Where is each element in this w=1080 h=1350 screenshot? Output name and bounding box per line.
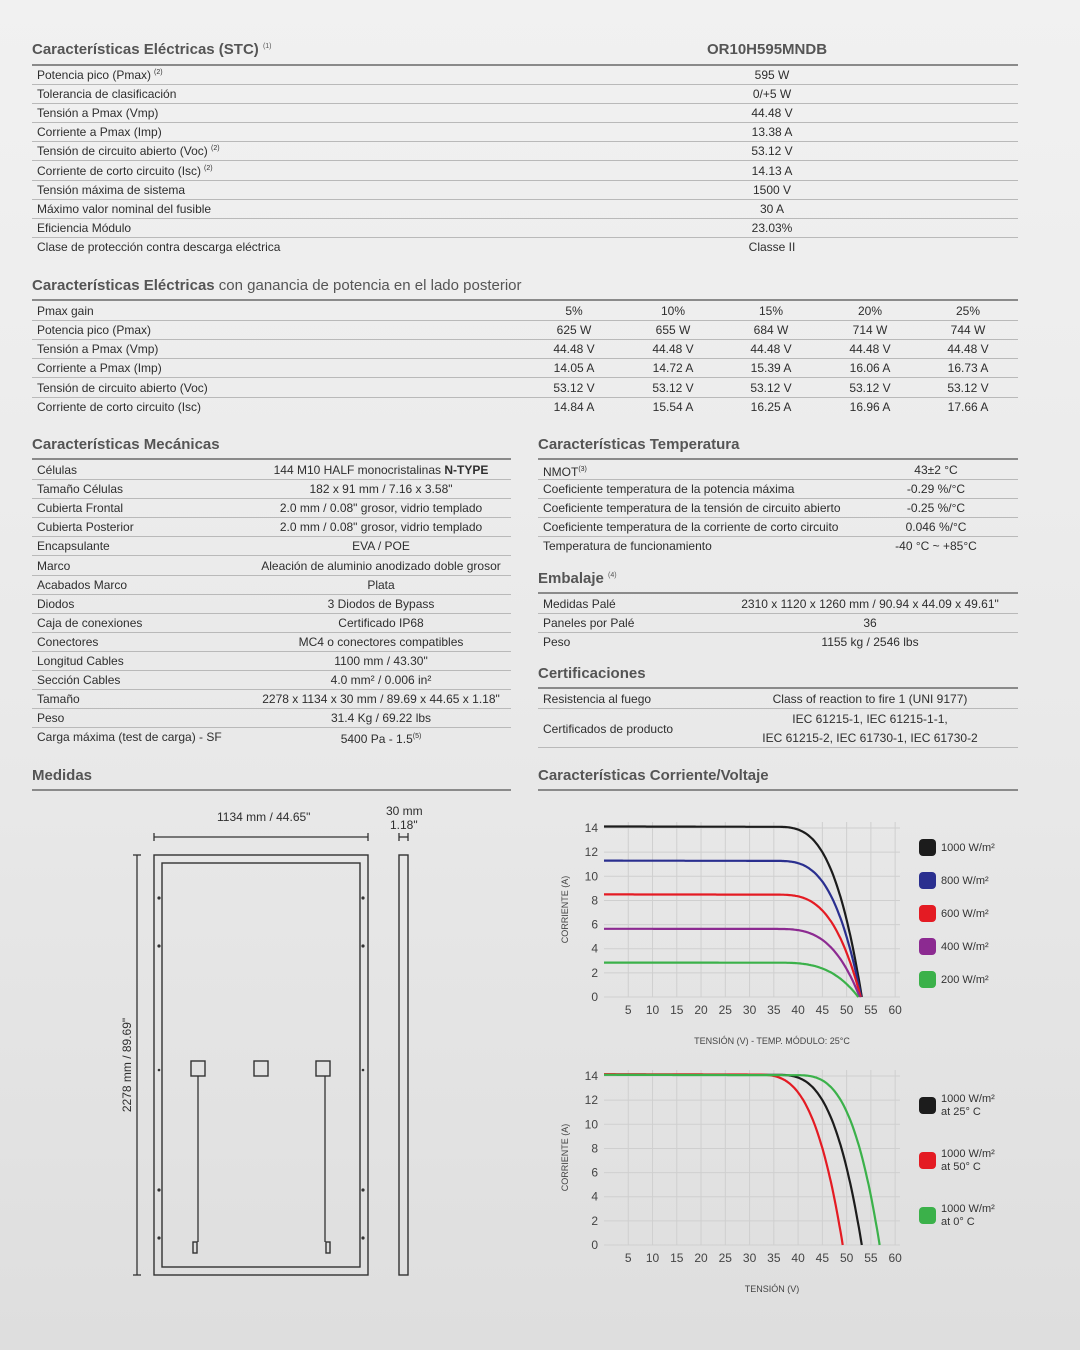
dims-title: Medidas bbox=[32, 767, 93, 784]
temp-row bbox=[538, 518, 1018, 537]
bifacial-cell: 744 W bbox=[950, 323, 986, 337]
series-line-4 bbox=[604, 963, 858, 997]
x-tick-label: 55 bbox=[864, 1251, 878, 1265]
bifacial-cell: 53.12 V bbox=[553, 380, 595, 395]
mech-row-value bbox=[352, 537, 410, 555]
x-tick-label: 20 bbox=[694, 1003, 708, 1017]
mech-row-value-text: Certificado IP68 bbox=[338, 615, 424, 630]
legend-swatch bbox=[919, 872, 936, 889]
temp-rule bbox=[538, 458, 1018, 460]
junction-box-center bbox=[254, 1061, 268, 1076]
stc-row-label: Clase de protección contra descarga eléctrica bbox=[37, 239, 281, 254]
mech-row-label: Longitud Cables bbox=[37, 654, 124, 668]
mech-row-note: (5) bbox=[412, 733, 422, 741]
bifacial-column-header: 15% bbox=[758, 304, 784, 318]
x-tick-label: 25 bbox=[718, 1003, 732, 1017]
temp-row-value: -0.25 %/°C bbox=[906, 501, 966, 516]
x-tick-label: 15 bbox=[670, 1003, 684, 1017]
bifacial-cell: 16.73 A bbox=[947, 361, 989, 376]
legend-label-line2: at 50° C bbox=[941, 1161, 981, 1173]
bifacial-cell: 44.48 V bbox=[947, 342, 989, 357]
bifacial-cell: 625 W bbox=[556, 323, 592, 337]
height-label: 2278 mm / 89.69" bbox=[120, 1017, 134, 1113]
bifacial-cell: 53.12 V bbox=[750, 380, 792, 395]
bifacial-row bbox=[32, 398, 1018, 417]
temp-row-value: -0.29 %/°C bbox=[906, 482, 966, 497]
stc-row-value: 0/+5 W bbox=[752, 87, 792, 102]
stc-row-note: (2) bbox=[154, 69, 163, 76]
mech-row-value bbox=[309, 480, 452, 498]
legend-label: 1000 W/m² bbox=[941, 842, 995, 854]
legend-label-line1: 1000 W/m² bbox=[941, 1148, 995, 1160]
temp-row-label-text: Coeficiente temperatura de la tensión de circuito abierto bbox=[543, 501, 841, 516]
stc-row-value: 23.03% bbox=[751, 220, 793, 235]
y-tick-label: 0 bbox=[591, 990, 598, 1004]
bifacial-row bbox=[32, 321, 1018, 340]
y-tick-label: 12 bbox=[584, 845, 598, 860]
pack-row-value: 36 bbox=[863, 616, 877, 631]
mech-row-label: Cubierta Frontal bbox=[37, 501, 124, 516]
y-tick-label: 10 bbox=[584, 869, 598, 884]
stc-row-label: Tolerancia de clasificación bbox=[37, 87, 177, 102]
stc-row-value: 13.38 A bbox=[751, 125, 793, 140]
mech-row-label: Marco bbox=[37, 558, 71, 573]
mech-row-value-text: 31.4 Kg / 69.22 lbs bbox=[330, 711, 432, 726]
legend-label-line1: 1000 W/m² bbox=[941, 1203, 995, 1215]
y-tick-label: 2 bbox=[591, 965, 598, 980]
bifacial-cell: 15.39 A bbox=[750, 361, 792, 376]
mech-row-value bbox=[341, 728, 422, 748]
stc-row-value: 595 W bbox=[754, 68, 790, 82]
temp-row-value: -40 °C ~ +85°C bbox=[895, 539, 977, 554]
temp-row-label-text: Coeficiente temperatura de la potencia máxima bbox=[543, 482, 795, 497]
mech-title: Características Mecánicas bbox=[32, 436, 220, 453]
pack-title: Embalaje $^{(4)}$ bbox=[538, 570, 617, 587]
stc-row-label: Potencia pico (Pmax) bbox=[37, 68, 152, 82]
stc-row bbox=[32, 181, 1018, 200]
depth-label-in: 1.18" bbox=[390, 818, 418, 832]
bifacial-header-label: Pmax gain bbox=[37, 304, 94, 318]
legend-label-line2: at 0° C bbox=[941, 1216, 975, 1228]
legend-label: 400 W/m² bbox=[941, 941, 989, 953]
temp-row-value: 43±2 °C bbox=[914, 463, 958, 477]
bifacial-cell: 655 W bbox=[655, 323, 691, 337]
y-tick-label: 0 bbox=[591, 1238, 598, 1252]
x-tick-label: 20 bbox=[694, 1251, 708, 1265]
cert-fire-value: Class of reaction to fire 1 (UNI 9177) bbox=[772, 692, 968, 706]
bifacial-row-label: Corriente a Pmax (Imp) bbox=[37, 361, 162, 376]
bifacial-cell: 53.12 V bbox=[652, 380, 694, 395]
y-axis-label: CORRIENTE (A) bbox=[560, 875, 570, 944]
temp-row-label bbox=[543, 480, 794, 498]
mech-row-value-text: 2.0 mm / 0.08" grosor, vidrio templado bbox=[279, 520, 483, 535]
cert-prod-line2: IEC 61215-2, IEC 61730-1, IEC 61730-2 bbox=[762, 731, 978, 745]
mech-row-label: Células bbox=[37, 463, 78, 477]
junction-box-right bbox=[316, 1061, 330, 1076]
stc-row bbox=[32, 142, 1018, 161]
stc-row bbox=[32, 162, 1018, 181]
temp-row-value: 0.046 %/°C bbox=[905, 520, 967, 535]
mech-row-label: Acabados Marco bbox=[37, 577, 128, 592]
x-axis-label: TENSIÓN (V) bbox=[744, 1284, 800, 1294]
bifacial-cell: 684 W bbox=[753, 323, 789, 337]
mech-row-value bbox=[262, 690, 500, 708]
pack-row bbox=[538, 614, 1018, 633]
x-tick-label: 55 bbox=[864, 1003, 878, 1017]
mech-row-value-text: Aleación de aluminio anodizado doble grosor bbox=[261, 558, 501, 573]
legend-swatch bbox=[919, 905, 936, 922]
cells-ntype: N-TYPE bbox=[444, 463, 489, 477]
stc-row-value: 1500 V bbox=[752, 182, 792, 197]
y-axis-label: CORRIENTE (A) bbox=[560, 1123, 570, 1192]
y-tick-label: 2 bbox=[591, 1213, 598, 1228]
mech-row-value bbox=[299, 633, 464, 651]
width-label: 1134 mm / 44.65" bbox=[217, 810, 311, 824]
connector-right bbox=[326, 1242, 330, 1253]
stc-row-label: Corriente a Pmax (Imp) bbox=[37, 125, 162, 140]
mech-row bbox=[32, 614, 511, 633]
bifacial-column-header: 10% bbox=[660, 304, 686, 318]
bifacial-title: Características Eléctricas con ganancia de potencia en el lado posterior bbox=[32, 277, 522, 294]
iv-chart-irradiance bbox=[538, 800, 1018, 1060]
iv-rule bbox=[538, 789, 1018, 791]
y-tick-label: 4 bbox=[591, 941, 598, 956]
x-tick-label: 5 bbox=[624, 1003, 632, 1017]
y-tick-label: 8 bbox=[591, 1141, 598, 1156]
stc-title: Características Eléctricas (STC) $^{(1)}$ bbox=[32, 41, 272, 58]
stc-row-label: Corriente de corto circuito (Isc) bbox=[37, 163, 202, 178]
temp-row-label bbox=[543, 518, 838, 536]
legend-swatch bbox=[919, 1097, 936, 1114]
temp-title: Características Temperatura bbox=[538, 436, 740, 453]
bifacial-row-label: Tensión de circuito abierto (Voc) bbox=[37, 380, 208, 395]
temp-row-label-text: NMOT bbox=[543, 465, 579, 479]
stc-row-value: Classe II bbox=[748, 239, 796, 254]
cert-rule bbox=[538, 687, 1018, 689]
bifacial-column-header: 25% bbox=[955, 304, 981, 318]
x-tick-label: 40 bbox=[791, 1251, 805, 1265]
bifacial-column-header: 5% bbox=[565, 304, 583, 318]
pack-row-value: 2310 x 1120 x 1260 mm / 90.94 x 44.09 x 49.61" bbox=[741, 597, 999, 611]
iv-title: Características Corriente/Voltaje bbox=[538, 767, 769, 784]
legend-label: 600 W/m² bbox=[941, 908, 989, 920]
cert-prod-label: Certificados de producto bbox=[543, 722, 674, 736]
bifacial-cell: 44.48 V bbox=[750, 342, 792, 357]
temp-row-label bbox=[543, 537, 712, 555]
x-tick-label: 5 bbox=[624, 1251, 632, 1265]
stc-row bbox=[32, 219, 1018, 238]
bifacial-cell: 714 W bbox=[852, 323, 888, 337]
mech-row-value-text: 5400 Pa - 1.5 bbox=[340, 732, 413, 747]
x-tick-label: 10 bbox=[645, 1251, 660, 1265]
bifacial-cell: 16.96 A bbox=[849, 399, 891, 414]
stc-row-note: (2) bbox=[204, 164, 213, 172]
mech-row bbox=[32, 690, 511, 709]
stc-row-label: Tensión de circuito abierto (Voc) bbox=[37, 144, 208, 159]
mech-row-value-text: 2.0 mm / 0.08" grosor, vidrio templado bbox=[279, 501, 483, 516]
y-tick-label: 12 bbox=[584, 1093, 598, 1108]
x-tick-label: 45 bbox=[815, 1003, 830, 1017]
x-axis-label: TENSIÓN (V) - TEMP. MÓDULO: 25°C bbox=[694, 1036, 850, 1046]
x-tick-label: 30 bbox=[742, 1003, 757, 1017]
stc-row bbox=[32, 238, 1018, 257]
bifacial-cell: 16.06 A bbox=[849, 361, 891, 376]
mech-row-value bbox=[331, 671, 432, 689]
mech-row-label: Peso bbox=[37, 711, 65, 726]
connector-left bbox=[193, 1242, 197, 1253]
mech-row-label: Encapsulante bbox=[37, 539, 110, 554]
bifacial-cell: 53.12 V bbox=[947, 380, 989, 395]
mech-row bbox=[32, 557, 511, 576]
model-name: OR10H595MNDB bbox=[707, 41, 828, 58]
stc-row-label: Máximo valor nominal del fusible bbox=[37, 201, 212, 216]
bifacial-row-label: Potencia pico (Pmax) bbox=[37, 323, 152, 337]
temp-row bbox=[538, 537, 1018, 556]
bifacial-cell: 17.66 A bbox=[947, 399, 989, 414]
cert-prod-row bbox=[538, 710, 1018, 748]
mech-row-value-text: 4.0 mm² / 0.006 in² bbox=[330, 673, 432, 688]
x-tick-label: 45 bbox=[815, 1251, 830, 1265]
y-tick-label: 6 bbox=[591, 1165, 598, 1180]
mech-row-value-text: 1100 mm / 43.30" bbox=[334, 654, 428, 668]
mech-row-value-text: Plata bbox=[367, 577, 395, 592]
cells-type: 144 M10 HALF monocristalinas bbox=[273, 463, 442, 477]
panel-side-profile bbox=[399, 855, 408, 1275]
x-tick-label: 35 bbox=[767, 1003, 781, 1017]
legend-label: 200 W/m² bbox=[941, 974, 989, 986]
stc-row bbox=[32, 200, 1018, 219]
legend-swatch bbox=[919, 1152, 936, 1169]
legend-swatch bbox=[919, 1207, 936, 1224]
bifacial-rule bbox=[32, 299, 1018, 301]
temp-row bbox=[538, 499, 1018, 518]
mech-row-value-text: 3 Diodos de Bypass bbox=[327, 596, 435, 611]
mech-row-value-text: 2278 x 1134 x 30 mm / 89.69 x 44.65 x 1.18" bbox=[262, 692, 500, 707]
stc-row-label: Tensión a Pmax (Vmp) bbox=[37, 106, 159, 121]
mech-row-label: Conectores bbox=[37, 634, 99, 649]
temp-row bbox=[538, 480, 1018, 499]
bifacial-cell: 53.12 V bbox=[849, 380, 891, 395]
mech-row bbox=[32, 480, 511, 499]
x-tick-label: 50 bbox=[839, 1251, 854, 1265]
stc-row-value: 14.13 A bbox=[751, 163, 793, 178]
y-tick-label: 14 bbox=[584, 821, 598, 836]
mech-row-value bbox=[367, 576, 394, 594]
pack-rule bbox=[538, 592, 1018, 594]
panel-outer-frame bbox=[154, 855, 368, 1275]
stc-row-value: 53.12 V bbox=[751, 144, 793, 159]
stc-row bbox=[32, 123, 1018, 142]
mech-row-value bbox=[328, 595, 435, 613]
panel-drawing bbox=[100, 800, 440, 1290]
mech-row-label: Tamaño bbox=[37, 692, 80, 707]
x-tick-label: 30 bbox=[742, 1251, 757, 1265]
legend-swatch bbox=[919, 971, 936, 988]
bifacial-cell: 16.25 A bbox=[750, 399, 792, 414]
bifacial-row bbox=[32, 340, 1018, 359]
temp-row-label bbox=[543, 461, 587, 481]
pack-row bbox=[538, 633, 1018, 652]
x-tick-label: 60 bbox=[888, 1251, 902, 1265]
mech-row-value bbox=[274, 461, 489, 479]
x-tick-label: 10 bbox=[645, 1003, 660, 1017]
mech-rule bbox=[32, 458, 511, 460]
mech-row-value bbox=[331, 709, 431, 727]
bifacial-cell: 14.05 A bbox=[553, 361, 595, 376]
bifacial-cell: 14.72 A bbox=[652, 361, 694, 376]
stc-row bbox=[32, 66, 1018, 85]
mech-row-value bbox=[334, 652, 427, 670]
bifacial-cell: 44.48 V bbox=[652, 342, 694, 357]
mech-row-label: Cubierta Posterior bbox=[37, 520, 134, 535]
pack-row-label: Peso bbox=[543, 635, 571, 650]
stc-row-note: (2) bbox=[211, 145, 220, 153]
mech-row-label: Sección Cables bbox=[37, 673, 121, 688]
mech-row bbox=[32, 595, 511, 614]
bifacial-cell: 44.48 V bbox=[553, 342, 595, 357]
bifacial-cell: 44.48 V bbox=[849, 342, 891, 357]
mech-row-value-text: EVA / POE bbox=[352, 539, 410, 554]
pack-row-value: 1155 kg / 2546 lbs bbox=[821, 635, 919, 650]
mech-row bbox=[32, 728, 511, 747]
iv-chart-temperature bbox=[538, 1050, 1018, 1310]
pack-row-label: Medidas Palé bbox=[543, 597, 616, 611]
mech-row-label: Caja de conexiones bbox=[37, 615, 143, 630]
temp-row-label-text: Coeficiente temperatura de la corriente de corto circuito bbox=[543, 520, 839, 535]
temp-row bbox=[538, 461, 1018, 480]
legend-swatch bbox=[919, 938, 936, 955]
mech-row bbox=[32, 633, 511, 652]
y-tick-label: 8 bbox=[591, 893, 598, 908]
mech-row bbox=[32, 518, 511, 537]
mech-row-value bbox=[280, 518, 482, 536]
mech-row-value-text: 182 x 91 mm / 7.16 x 3.58" bbox=[309, 482, 453, 497]
mech-row bbox=[32, 652, 511, 671]
stc-row-value: 44.48 V bbox=[751, 106, 793, 121]
mounting-holes bbox=[157, 896, 364, 1239]
temp-row-note: (3) bbox=[578, 466, 587, 473]
x-tick-label: 35 bbox=[767, 1251, 781, 1265]
stc-row bbox=[32, 104, 1018, 123]
depth-label-mm: 30 mm bbox=[386, 804, 423, 818]
bifacial-row bbox=[32, 359, 1018, 378]
bifacial-row bbox=[32, 379, 1018, 398]
bifacial-row-label: Tensión a Pmax (Vmp) bbox=[37, 342, 159, 357]
mech-row-value-text: MC4 o conectores compatibles bbox=[298, 634, 464, 649]
x-tick-label: 25 bbox=[718, 1251, 732, 1265]
x-tick-label: 60 bbox=[888, 1003, 902, 1017]
bifacial-row-label: Corriente de corto circuito (Isc) bbox=[37, 399, 202, 414]
temp-row-label bbox=[543, 499, 841, 517]
bifacial-cell: 14.84 A bbox=[553, 399, 595, 414]
stc-row-label: Tensión máxima de sistema bbox=[37, 182, 186, 197]
y-tick-label: 10 bbox=[584, 1117, 598, 1132]
cert-fire-label: Resistencia al fuego bbox=[543, 692, 652, 706]
legend-label: 800 W/m² bbox=[941, 875, 989, 887]
y-tick-label: 14 bbox=[584, 1069, 598, 1084]
stc-row-label: Eficiencia Módulo bbox=[37, 220, 132, 235]
x-tick-label: 15 bbox=[670, 1251, 684, 1265]
bifacial-cell: 15.54 A bbox=[652, 399, 694, 414]
pack-row bbox=[538, 595, 1018, 614]
legend-label-line2: at 25° C bbox=[941, 1106, 981, 1118]
cert-fire-row bbox=[538, 690, 1018, 709]
mech-row bbox=[32, 576, 511, 595]
mech-row-value bbox=[280, 499, 482, 517]
bifacial-column-header: 20% bbox=[857, 304, 883, 318]
cert-title: Certificaciones bbox=[538, 665, 646, 682]
legend-label-line1: 1000 W/m² bbox=[941, 1093, 995, 1105]
pack-row-label: Paneles por Palé bbox=[543, 616, 635, 631]
temp-row-label-text: Temperatura de funcionamiento bbox=[543, 539, 712, 554]
mech-row bbox=[32, 671, 511, 690]
mech-row-value bbox=[261, 557, 501, 575]
stc-row bbox=[32, 85, 1018, 104]
y-tick-label: 6 bbox=[591, 917, 598, 932]
junction-box-left bbox=[191, 1061, 205, 1076]
bifacial-header-row bbox=[32, 302, 1018, 321]
legend-swatch bbox=[919, 839, 936, 856]
stc-row-value: 30 A bbox=[759, 201, 785, 216]
mech-row bbox=[32, 499, 511, 518]
mech-row bbox=[32, 461, 511, 480]
mech-row-label: Tamaño Células bbox=[37, 482, 124, 497]
x-tick-label: 50 bbox=[839, 1003, 854, 1017]
cert-prod-line1: IEC 61215-1, IEC 61215-1-1, bbox=[792, 712, 948, 726]
mech-row-label: Diodos bbox=[37, 596, 75, 611]
dims-rule bbox=[32, 789, 511, 791]
mech-row bbox=[32, 709, 511, 728]
x-tick-label: 40 bbox=[791, 1003, 805, 1017]
mech-row-label: Carga máxima (test de carga) - SF bbox=[37, 730, 222, 745]
mech-row bbox=[32, 537, 511, 556]
mech-row-value bbox=[338, 614, 423, 632]
y-tick-label: 4 bbox=[591, 1189, 598, 1204]
